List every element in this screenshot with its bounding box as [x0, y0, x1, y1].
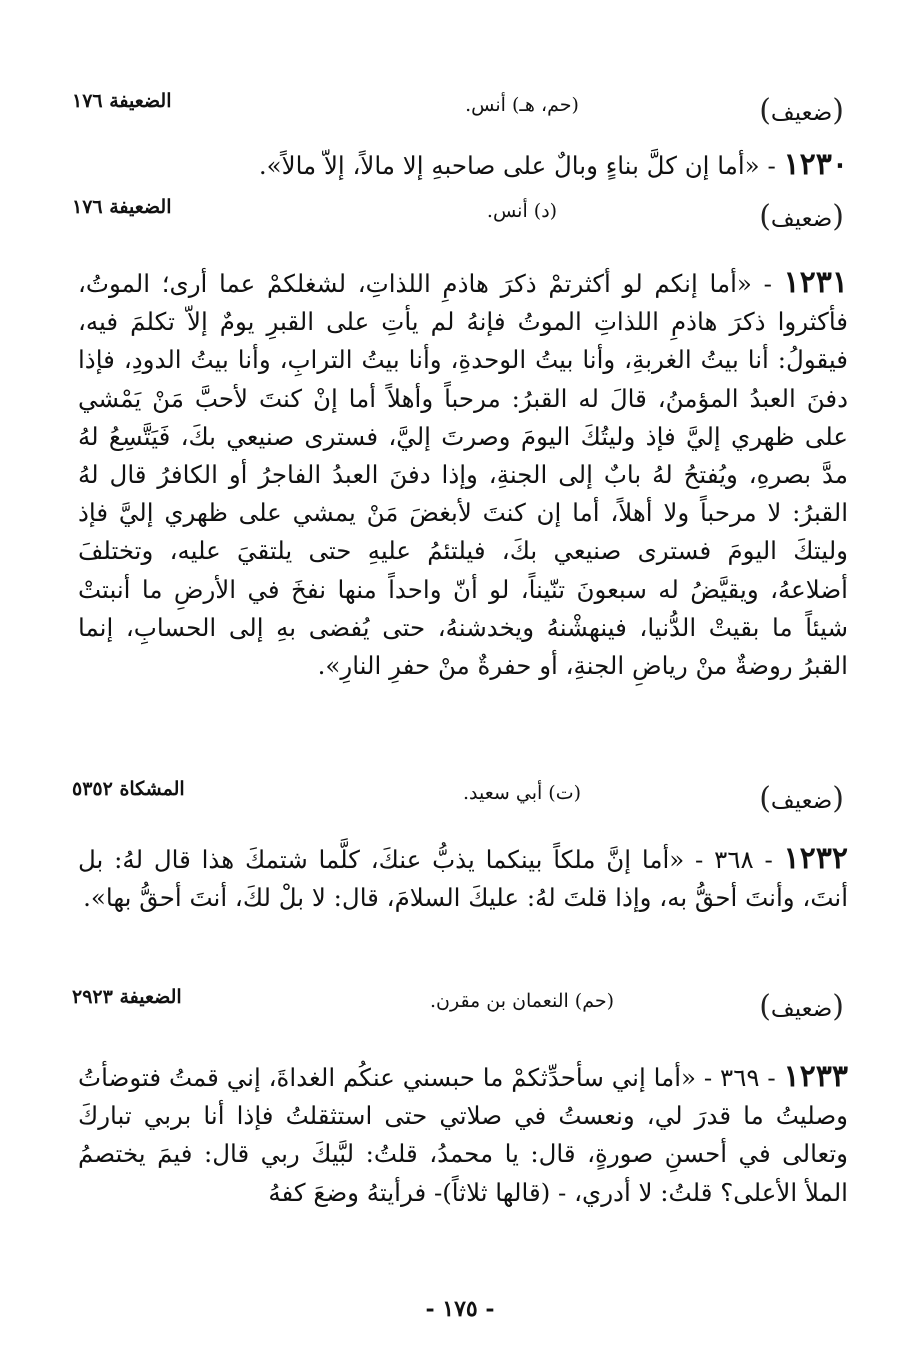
citation-reference: الضعيفة ١٧٦	[72, 90, 172, 112]
hadith-number: ١٢٣١	[783, 265, 848, 300]
dash: -	[753, 845, 773, 874]
reference-row	[72, 92, 850, 132]
citation-reference: المشكاة ٥٣٥٢	[72, 778, 185, 800]
citation-reference: الضعيفة ٢٩٢٣	[72, 986, 182, 1008]
hadith-paragraph	[78, 840, 848, 917]
hadith-sub-number: ٣٦٩	[720, 1063, 760, 1092]
hadith-text: «أما إنكم لو أكثرتمْ ذكرَ هاذمِ اللذاتِ، لشغلكمْ عما أرى؛ الموتُ، فأكثروا ذكرَ هاذمِ اللذاتِ الموتُ فإنهُ لم يأتِ على القبرِ يومٌ إلاّ تكلمَ فيه، فيقولُ: أنا بيتُ الغربةِ، وأنا بيتُ الوحدةِ، وأنا بيتُ الترابِ، وأنا بيتُ الدودِ، فإذا دفنَ العبدُ المؤمنُ، قالَ له القبرُ: مرحباً وأهلاً أما إنْ كنتَ لأحبَّ مَنْ يَمْشي على ظهري إليَّ فإذ وليتُكَ اليومَ وصرتَ إليَّ، فسترى صنيعي بكَ، فَيَتَّسِعُ لهُ مدَّ بصرهِ، ويُفتحُ لهُ بابٌ إلى الجنةِ، وإذا دفنَ العبدُ الفاجرُ أو الكافرُ قال لهُ القبرُ: لا مرحباً ولا أهلاً، أما إن كنتَ لأبغضَ مَنْ يمشي على ظهري إليَّ فإذ وليتكَ اليومَ فسترى صنيعي بكَ، فيلتئمُ عليهِ حتى يلتقيَ عليه، وتختلفَ أضلاعهُ، ويقيَّضُ له سبعونَ تنّيناً، لو أنّ واحداً منها نفخَ في الأرضِ ما أنبتتْ شيئاً ما بقيتْ الدُّنيا، فينهشْنهُ ويخدشنهُ، حتى يُفضى بهِ إلى الحسابِ، إنما القبرُ روضةٌ منْ رياضِ الجنةِ، أو حفرةٌ منْ حفرِ النارِ».	[78, 269, 848, 681]
reference-row	[72, 988, 850, 1028]
dash: -	[684, 845, 704, 874]
grade-label: (ضعيف)	[759, 989, 844, 1024]
reference-row	[72, 198, 850, 238]
citation-reference: الضعيفة ١٧٦	[72, 196, 172, 218]
dash: -	[759, 151, 776, 180]
grade-label: (ضعيف)	[759, 93, 844, 128]
hadith-number: ١٢٣٠	[783, 147, 848, 182]
dash: -	[759, 1063, 776, 1092]
dash: -	[751, 269, 772, 298]
hadith-text: «أما إنَّ ملكاً بينكما يذبُّ عنكَ، كلَّما شتمكَ هذا قال لهُ: بل أنتَ، وأنتَ أحقُّ به، وإذا قلتَ لهُ: عليكَ السلامَ، قال: لا بلْ لكَ، أنتَ أحقُّ بها».	[78, 845, 848, 913]
hadith-number: ١٢٣٣	[783, 1059, 848, 1094]
grade-label: (ضعيف)	[759, 199, 844, 234]
reference-row	[72, 780, 850, 820]
grade-label: (ضعيف)	[759, 781, 844, 816]
hadith-text: «أما إن كلَّ بناءٍ وبالٌ على صاحبهِ إلا مالاً، إلاّ مالاً».	[258, 151, 760, 180]
source-attribution: (حم، هـ) أنس.	[465, 94, 579, 116]
hadith-sub-number: ٣٦٨	[714, 845, 754, 874]
hadith-paragraph	[78, 264, 848, 685]
hadith-paragraph	[78, 146, 848, 185]
source-attribution: (د) أنس.	[486, 200, 558, 222]
hadith-text: «أما إني سأحدِّثكمْ ما حبسني عنكُم الغداةَ، إني قمتُ فتوضأتُ وصليتُ ما قدرَ لي، ونعستُ في صلاتي حتى استثقلتُ فإذا أنا بربي تباركَ وتعالى في أحسنِ صورةٍ، قال: يا محمدُ، قلتُ: لبَّيكَ ربي قال: فيمَ يختصمُ الملأ الأعلى؟ قلتُ: لا أدري، - (قالها ثلاثاً)- فرأيتهُ وضعَ كفهُ	[78, 1063, 848, 1207]
dash: -	[696, 1063, 713, 1092]
page-number: - ١٧٥ -	[425, 1296, 495, 1322]
source-attribution: (حم) النعمان بن مقرن.	[429, 990, 615, 1012]
source-attribution: (ت) أبي سعيد.	[462, 782, 582, 804]
hadith-number: ١٢٣٢	[783, 841, 848, 876]
hadith-paragraph	[78, 1058, 848, 1212]
